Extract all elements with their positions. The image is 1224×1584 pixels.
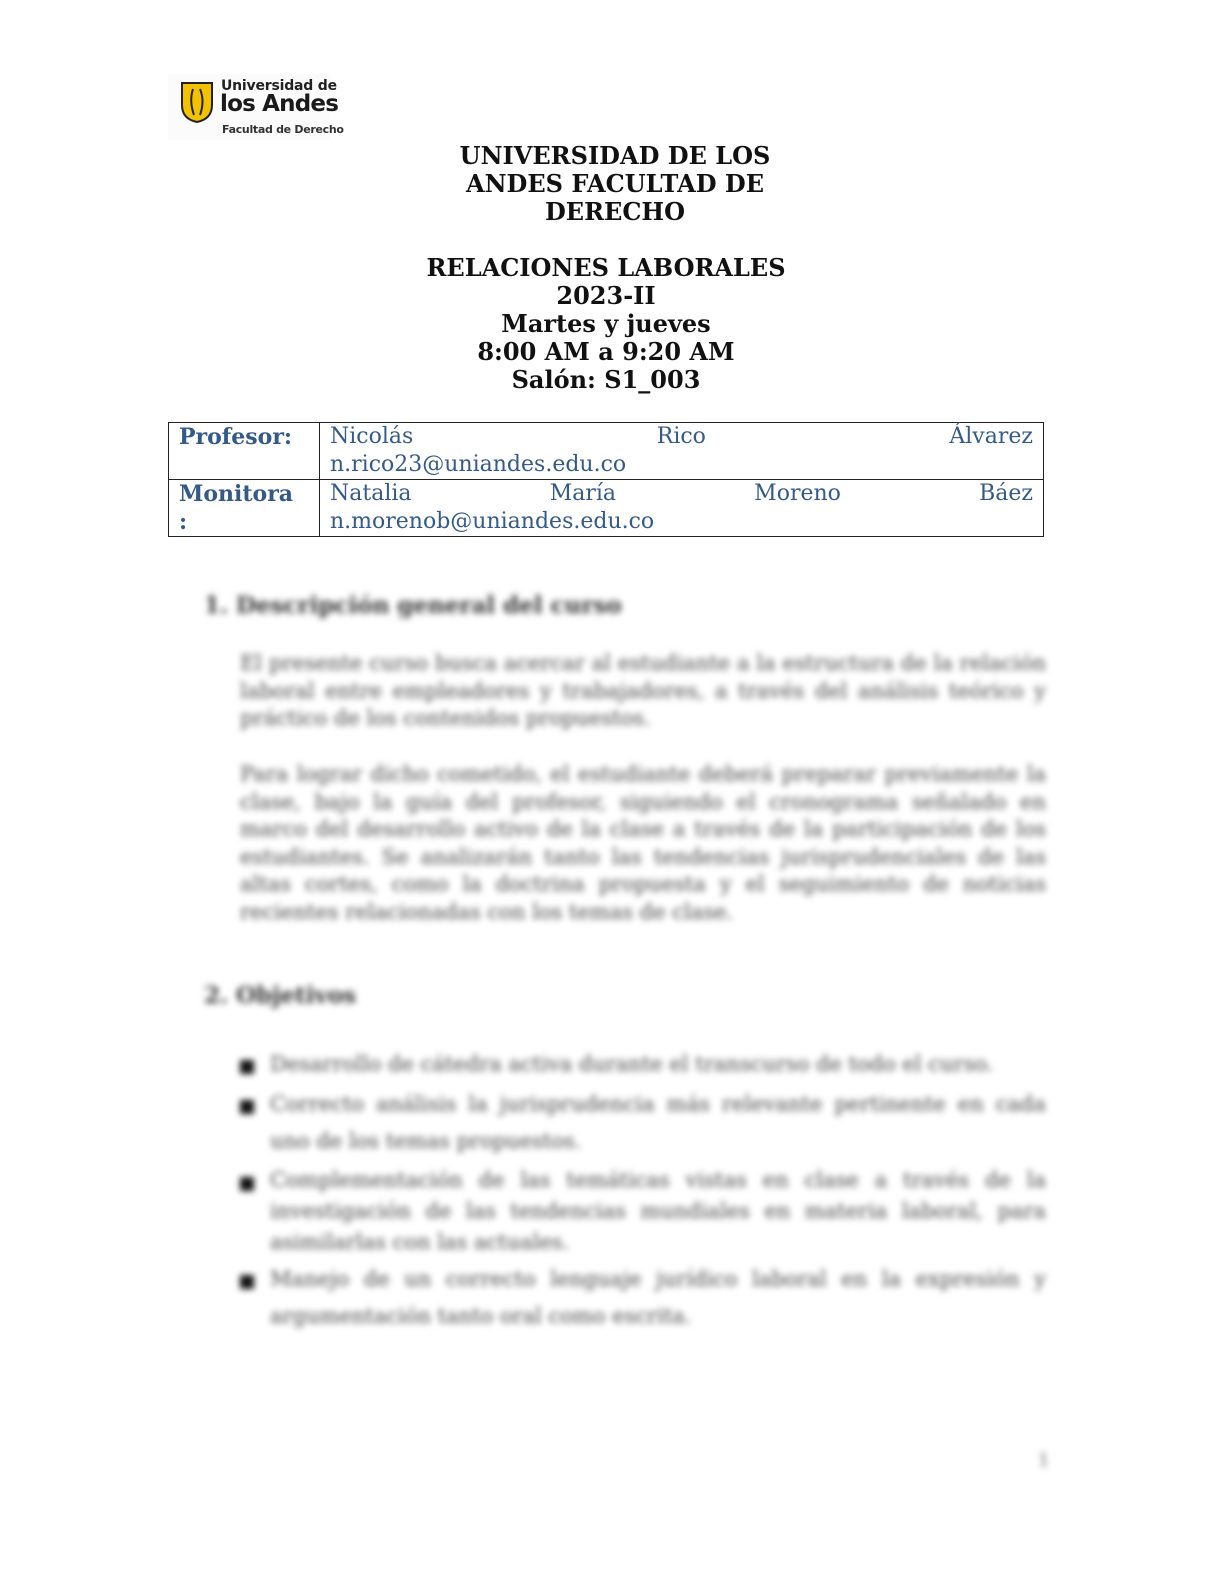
list-item-text: Desarrollo de cátedra activa durante el transcurso de todo el curso. (270, 1052, 994, 1076)
name-part: Natalia (330, 481, 412, 506)
section1-paragraph: Para lograr dicho cometido, el estudiante deberá preparar previamente la clase, bajo la guía del profesor, siguiendo el cronograma señalado en marco del desarrollo activo de la clase a través de la participación de los estudiantes. Se analizarán tanto las tendencias jurisprudenciales de las altas cortes, como la doctrina propuesta y el seguimiento de noticias recientes relacionadas con los temas de clase. (240, 762, 1046, 924)
professor-cell (320, 423, 1044, 480)
logo-text-line3: Facultad de Derecho (222, 123, 344, 136)
list-item (240, 1163, 1046, 1258)
institution-line: UNIVERSIDAD DE LOS (459, 141, 771, 170)
list-item (240, 1086, 1046, 1160)
monitor-label-line: Monitora (179, 481, 294, 507)
monitor-cell (320, 480, 1044, 537)
logo-text-line1: Universidad de (221, 78, 337, 94)
shield-icon (180, 81, 214, 123)
course-days: Martes y jueves (501, 309, 711, 338)
section-heading: 1. Descripción general del curso (204, 592, 622, 619)
table-row (169, 423, 1044, 480)
monitor-email: n.morenob@uniandes.edu.co (330, 509, 655, 534)
bullet-icon (240, 1060, 254, 1074)
name-part: Báez (979, 481, 1033, 506)
institution-title (380, 142, 850, 226)
list-item-text: Complementación de las temáticas vistas en clase a través de la investigación de las tendencias mundiales en materia laboral, para asimilarlas con las actuales. (270, 1168, 1046, 1254)
course-term: 2023-II (556, 281, 656, 310)
logo-text-line2: los Andes (220, 91, 339, 117)
bullet-icon (240, 1177, 254, 1191)
table-row (169, 480, 1044, 537)
professor-label: Profesor: (169, 423, 320, 480)
professor-email: n.rico23@uniandes.edu.co (330, 452, 627, 477)
bullet-icon (240, 1275, 254, 1289)
name-part: Álvarez (949, 424, 1033, 449)
name-part: Rico (656, 424, 706, 449)
list-item (240, 1046, 1046, 1083)
institution-line: ANDES FACULTAD DE (466, 169, 764, 198)
section1-paragraph: El presente curso busca acercar al estudiante a la estructura de la relación laboral entre empleadores y trabajadores, a través del análisis teórico y práctico de los contenidos propuestos. (240, 651, 1046, 730)
page-number: 1 (1038, 1450, 1050, 1471)
monitor-label (169, 480, 320, 537)
list-item (240, 1261, 1046, 1335)
monitor-name (330, 480, 1033, 508)
university-logo (168, 74, 344, 140)
staff-table (168, 422, 1044, 537)
monitor-label-line: : (179, 509, 188, 535)
objectives-list (240, 1046, 1046, 1338)
bullet-icon (240, 1100, 254, 1114)
name-part: Nicolás (330, 424, 414, 449)
list-item-text: Manejo de un correcto lenguaje jurídico laboral en la expresión y argumentación tanto oral como escrita. (270, 1267, 1046, 1328)
course-time: 8:00 AM a 9:20 AM (477, 337, 735, 366)
professor-name (330, 423, 1033, 451)
list-item-text: Correcto análisis la jurisprudencia más relevante pertinente en cada uno de los temas propuestos. (270, 1092, 1046, 1153)
name-part: María (549, 481, 616, 506)
course-room: Salón: S1_003 (511, 365, 701, 394)
course-info (380, 254, 832, 394)
institution-line: DERECHO (544, 197, 686, 226)
section-heading: 2. Objetivos (204, 982, 357, 1009)
course-name: RELACIONES LABORALES (426, 253, 786, 282)
name-part: Moreno (754, 481, 841, 506)
